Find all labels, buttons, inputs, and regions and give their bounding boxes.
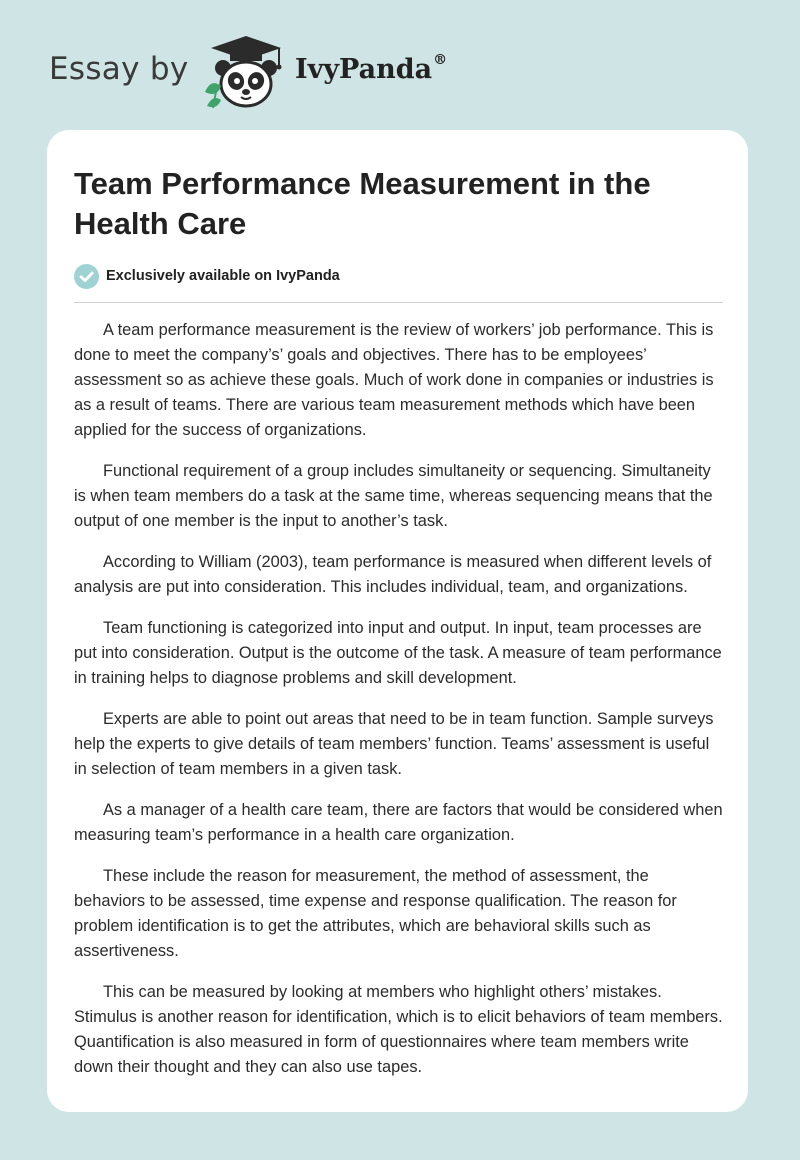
- essay-body: [74, 318, 724, 1096]
- paragraph: As a manager of a health care team, there are factors that would be considered when measuring team’s performance in a health care organization.: [74, 801, 723, 844]
- brand-name: IvyPanda®: [295, 52, 448, 85]
- essay-card: [47, 130, 748, 1112]
- registered-mark: ®: [433, 52, 448, 68]
- paragraph: Experts are able to point out areas that need to be in team function. Sample surveys help the experts to give details of team members’ function. Teams’ assessment is useful in selection of team members in a given task.: [74, 710, 714, 778]
- exclusive-badge: [74, 263, 340, 289]
- divider: [74, 302, 723, 303]
- paragraph: Functional requirement of a group includes simultaneity or sequencing. Simultaneity is when team members do a task at the same time, whereas sequencing means that the output of one member is the input to another’s task.: [74, 462, 713, 530]
- panda-graduate-icon: [201, 34, 291, 110]
- paragraph: These include the reason for measurement, the method of assessment, the behaviors to be assessed, time expense and response qualification. The reason for problem identification is to get the attributes, which are behavioral skills such as assertiveness.: [74, 867, 677, 960]
- paragraph: Team functioning is categorized into input and output. In input, team processes are put into consideration. Output is the outcome of the task. A measure of team performance in training helps to diagnose problems and skill development.: [74, 619, 722, 687]
- page-title: Team Performance Measurement in the Health Care: [74, 166, 651, 241]
- check-circle-icon: [74, 264, 99, 289]
- brand-prefix: Essay by: [49, 51, 189, 87]
- exclusive-label: Exclusively available on IvyPanda: [106, 268, 340, 284]
- paragraph: This can be measured by looking at members who highlight others’ mistakes. Stimulus is another reason for identification, which is to elicit behaviors of team members. Quantification is also measured in form of questionnaires where team members write down their thought and they can also use tapes.: [74, 983, 723, 1076]
- paragraph: A team performance measurement is the review of workers’ job performance. This is done to meet the company’s’ goals and objectives. There has to be employees’ assessment so as achieve these goals. Much of work done in companies or industries is as a result of teams. There are various team measurement methods which have been applied for the success of organizations.: [74, 321, 714, 439]
- brand-header[interactable]: [49, 34, 469, 110]
- paragraph: According to William (2003), team performance is measured when different levels of analysis are put into consideration. This includes individual, team, and organizations.: [74, 553, 712, 596]
